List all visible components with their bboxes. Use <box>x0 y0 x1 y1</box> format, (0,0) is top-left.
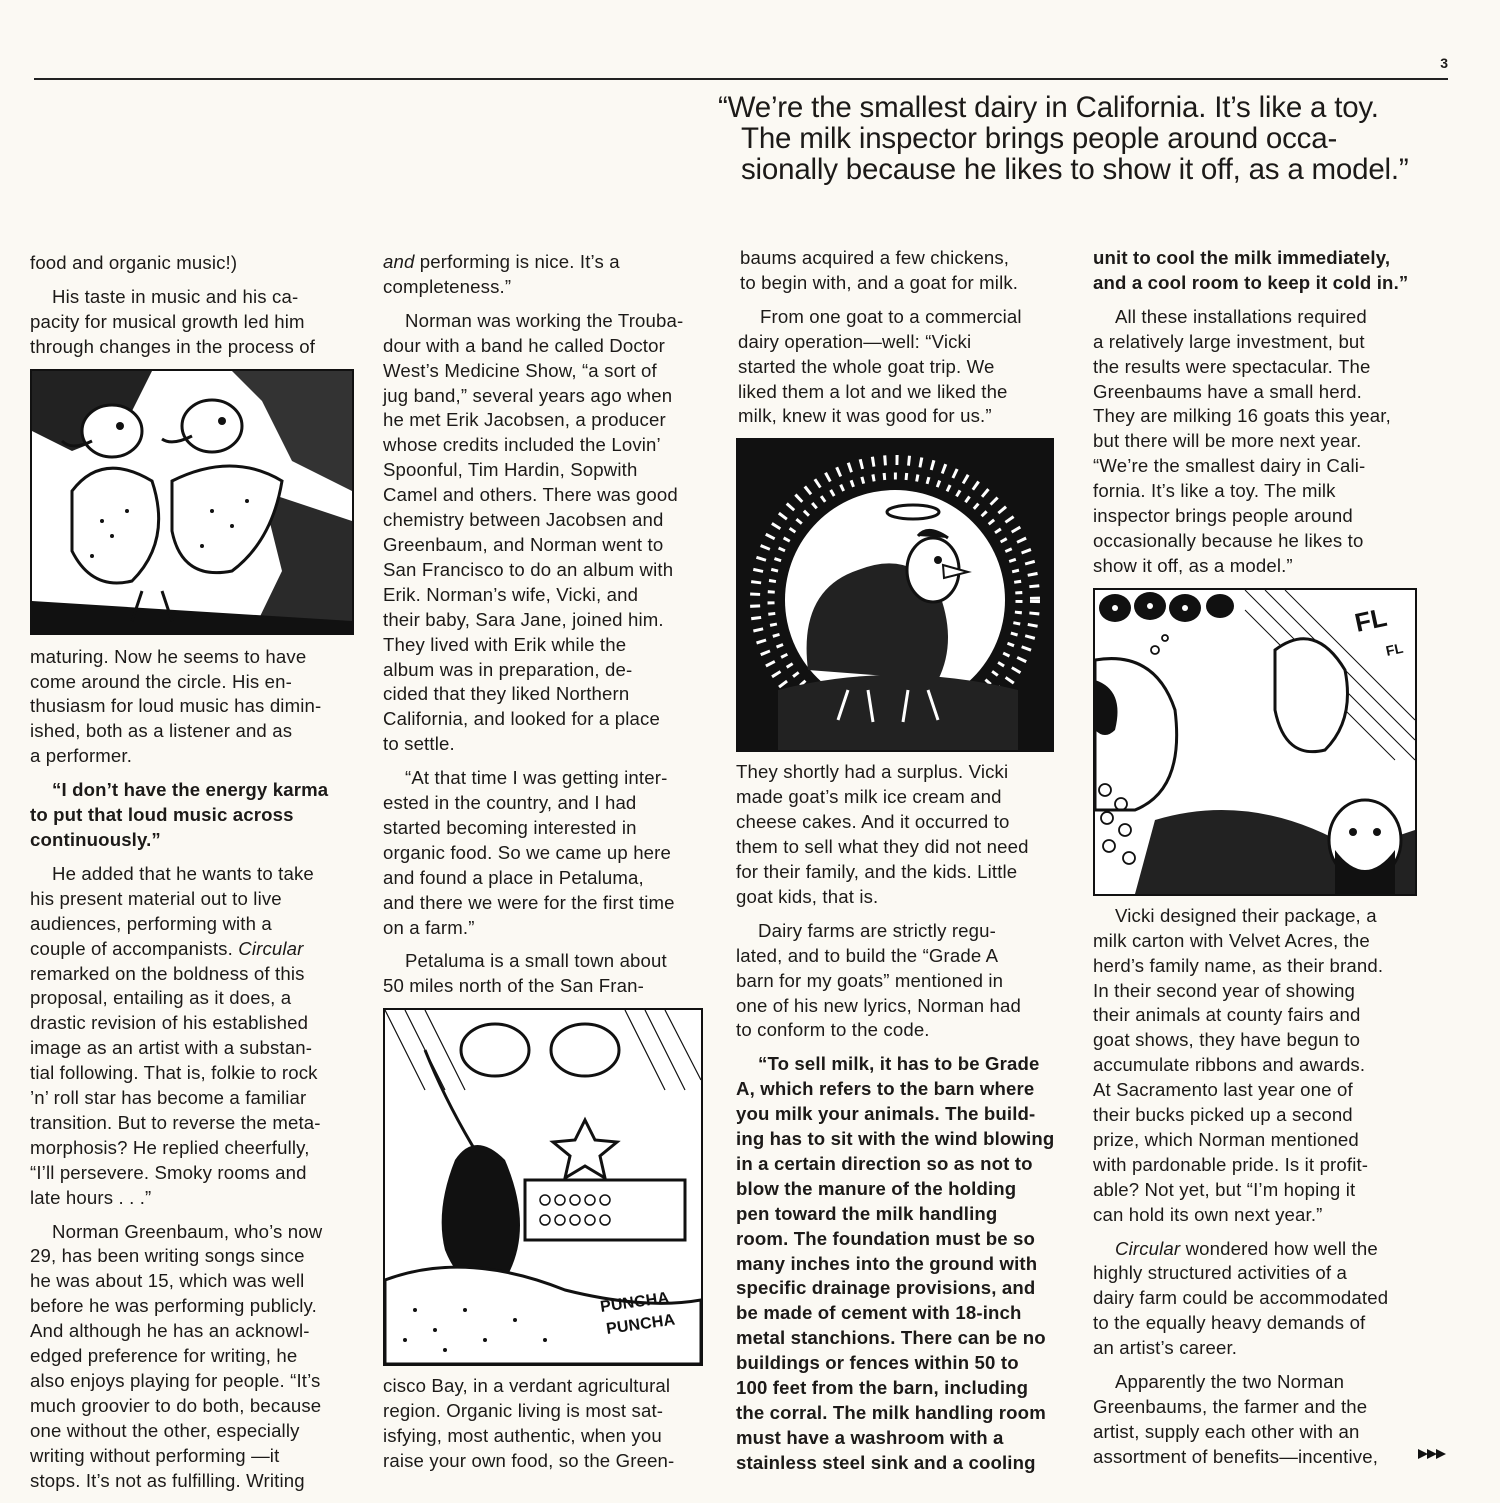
paragraph: His taste in music and his ca- pacity for musical growth led him through changes in the process of <box>30 285 316 357</box>
cartoon-hen-halo-illustration <box>736 438 1054 752</box>
paragraph: maturing. Now he seems to have come around the circle. His en- thusiasm for loud music has dimin- ished, both as a listener and as a performer. <box>30 645 322 767</box>
paragraph: They shortly had a surplus. Vicki made goat’s milk ice cream and cheese cakes. And it occurred to them to sell what they did not need for their family, and the kids. Little goat kids, that is. <box>736 761 1029 907</box>
paragraph: and performing is nice. It’s a completeness.” <box>383 251 620 297</box>
paragraph: Circular wondered how well the highly structured activities of a dairy farm could be accommodated to the equally heavy demands of an artist’s career. <box>1093 1237 1389 1359</box>
cartoon-keyboard-player-illustration <box>383 1008 703 1366</box>
column-4 <box>1093 246 1423 1479</box>
illustration-caption-text: FL <box>1352 601 1390 638</box>
paragraph: All these installations required a relatively large investment, but the results were spectacular. The Greenbaums have a small herd. They are milking 16 goats this year, but there will be more next year. “We’re the smallest dairy in Cali- fornia. It’s like a toy. The milk inspector brings people around occasionally because he likes to show it off, as a model.” <box>1093 305 1391 576</box>
cartoon-chickens-illustration <box>30 369 354 635</box>
quote-paragraph: “To sell milk, it has to be Grade A, which refers to the barn where you milk your animals. The build- ing has to sit with the wind blowing in a certain direction so as not to blow the manure of the holding pen toward the milk handling room. The foundation must be so many inches into the ground with specific drainage provisions, and be made of cement with 18-inch metal stanchions. There can be no buildings or fences within 50 to 100 feet from the barn, including the corral. The milk handling room must have a washroom with a stainless steel sink and a cooling <box>736 1053 1055 1473</box>
pull-quote-line: “We’re the smallest dairy in California. It’s like a toy. <box>718 91 1379 124</box>
column-3 <box>736 246 1066 1485</box>
paragraph: baums acquired a few chickens, to begin with, and a goat for milk. <box>740 247 1019 293</box>
paragraph: Petaluma is a small town about 50 miles north of the San Fran- <box>383 950 667 997</box>
paragraph: Norman was working the Trouba- dour with a band he called Doctor West’s Medicine Show, “a sort of jug band,” several years ago when he met Erik Jacobsen, a producer whose credits included the Lovin’ Spoonful, Tim Hardin, Sopwith Camel and others. There was good chemistry between Jacobsen and Greenbaum, and Norman went to San Francisco to do an album with Erik. Norman’s wife, Vicki, and their baby, Sara Jane, joined him. They lived with Erik while the album was in preparation, de- cided that they liked Northern California, and looked for a place to settle. <box>383 309 684 755</box>
paragraph: Norman Greenbaum, who’s now 29, has been writing songs since he was about 15, which was well before he was performing publicly. And although he has an acknowl- edged preference for writing, he also enjoys playing for people. “It’s much groovier to do both, because one without the other, especially writing without performing —it stops. It’s not as fulfilling. Writing <box>30 1220 323 1491</box>
illustration-caption-text: PUNCHA <box>599 1289 671 1317</box>
pull-quote <box>718 92 1458 185</box>
cartoon-rooster-farmer-illustration <box>1093 588 1417 896</box>
illustration-caption-text: PUNCHA <box>605 1311 677 1339</box>
page-number: 3 <box>1440 55 1448 71</box>
header-rule <box>34 78 1448 80</box>
paragraph: From one goat to a commercial dairy operation—well: “Vicki started the whole goat trip. We liked them a lot and we liked the milk, knew it was good for us.” <box>738 305 1022 427</box>
paragraph: “At that time I was getting inter- ested in the country, and I had started becoming interested in organic food. So we came up here and found a place in Petaluma, and there we were for the first time on a farm.” <box>383 767 675 938</box>
quote-paragraph: unit to cool the milk immediately, and a cool room to keep it cold in.” <box>1093 247 1409 293</box>
pull-quote-line: The milk inspector brings people around occa- <box>741 122 1338 155</box>
paragraph: Dairy farms are strictly regu- lated, and to build the “Grade A barn for my goats” mentioned in one of his new lyrics, Norman had to conform to the code. <box>736 919 1022 1041</box>
paragraph: Vicki designed their package, a milk carton with Velvet Acres, the herd’s family name, as their brand. In their second year of showing their animals at county fairs and goat shows, they have begun to accumulate ribbons and awards. At Sacramento last year one of their bucks picked up a second prize, which Norman mentioned with pardonable pride. Is it profit- able? Not yet, but “I’m hoping it can hold its own next year.” <box>1093 904 1384 1225</box>
paragraph: food and organic music!) <box>30 252 238 273</box>
column-1 <box>30 251 360 1503</box>
pull-quote-line: sionally because he likes to show it off, as a model.” <box>741 153 1409 186</box>
paragraph: cisco Bay, in a verdant agricultural region. Organic living is most sat- isfying, most authentic, when you raise your own food, so the Green- <box>383 1375 675 1471</box>
illustration-caption-text: FL <box>1384 639 1405 659</box>
quote-paragraph: “I don’t have the energy karma to put that loud music across continuously.” <box>30 779 329 850</box>
paragraph: Apparently the two Norman Greenbaums, the farmer and the artist, supply each other with an assortment of benefits—incentive, <box>1093 1371 1379 1467</box>
paragraph: He added that he wants to take his present material out to live audiences, performing with a couple of accompanists. Circular remarked on the boldness of this proposal, entailing as it does, a drastic revision of his established image as an artist with a substan- tial following. That is, folkie to rock ’n’ roll star has become a familiar transition. But to reverse the meta- morphosis? He replied cheerfully, “I’ll persevere. Smoky rooms and late hours . . .” <box>30 862 321 1208</box>
column-2 <box>383 250 713 1483</box>
double-arrow-icon <box>1418 1447 1448 1461</box>
